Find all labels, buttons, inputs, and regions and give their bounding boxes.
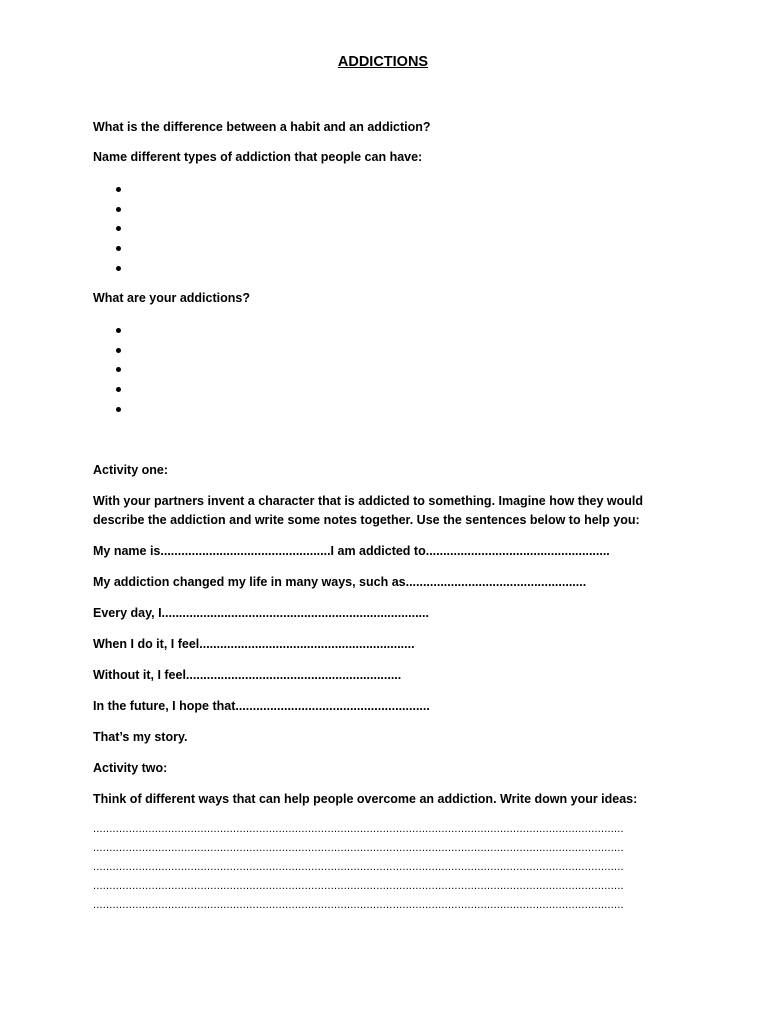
prompt-when-i-do-it: When I do it, I feel.............................................................. — [93, 637, 415, 651]
prompt-future: In the future, I hope that........................................................ — [93, 699, 430, 713]
answer-line: ................................................................................................................................................................... — [93, 899, 624, 911]
question-habit-vs-addiction: What is the difference between a habit and an addiction? — [93, 120, 431, 134]
prompt-without-it: Without it, I feel.............................................................. — [93, 668, 402, 682]
answer-line: ................................................................................................................................................................... — [93, 880, 624, 892]
answer-line: ................................................................................................................................................................... — [93, 823, 624, 835]
page-title: ADDICTIONS — [337, 54, 429, 70]
activity-one-intro-line-2: describe the addiction and write some notes together. Use the sentences below to help you: — [93, 513, 640, 527]
activity-one-heading: Activity one: — [93, 463, 169, 477]
question-your-addictions: What are your addictions? — [93, 291, 250, 305]
activity-one-intro-line-1: With your partners invent a character that is addicted to something. Imagine how they would — [93, 494, 643, 508]
prompt-every-day: Every day, I............................................................................. — [93, 606, 429, 620]
prompt-life-changed: My addiction changed my life in many ways, such as.................................................... — [93, 575, 587, 589]
question-types-of-addiction: Name different types of addiction that people can have: — [93, 150, 423, 164]
answer-line: ................................................................................................................................................................... — [93, 861, 624, 873]
prompt-thats-my-story: That’s my story. — [93, 730, 188, 744]
activity-two-heading: Activity two: — [93, 761, 168, 775]
activity-two-instruction: Think of different ways that can help people overcome an addiction. Write down your ideas: — [93, 792, 638, 806]
prompt-name: My name is.................................................I am addicted to..................................................... — [93, 544, 610, 558]
answer-line: ................................................................................................................................................................... — [93, 842, 624, 854]
